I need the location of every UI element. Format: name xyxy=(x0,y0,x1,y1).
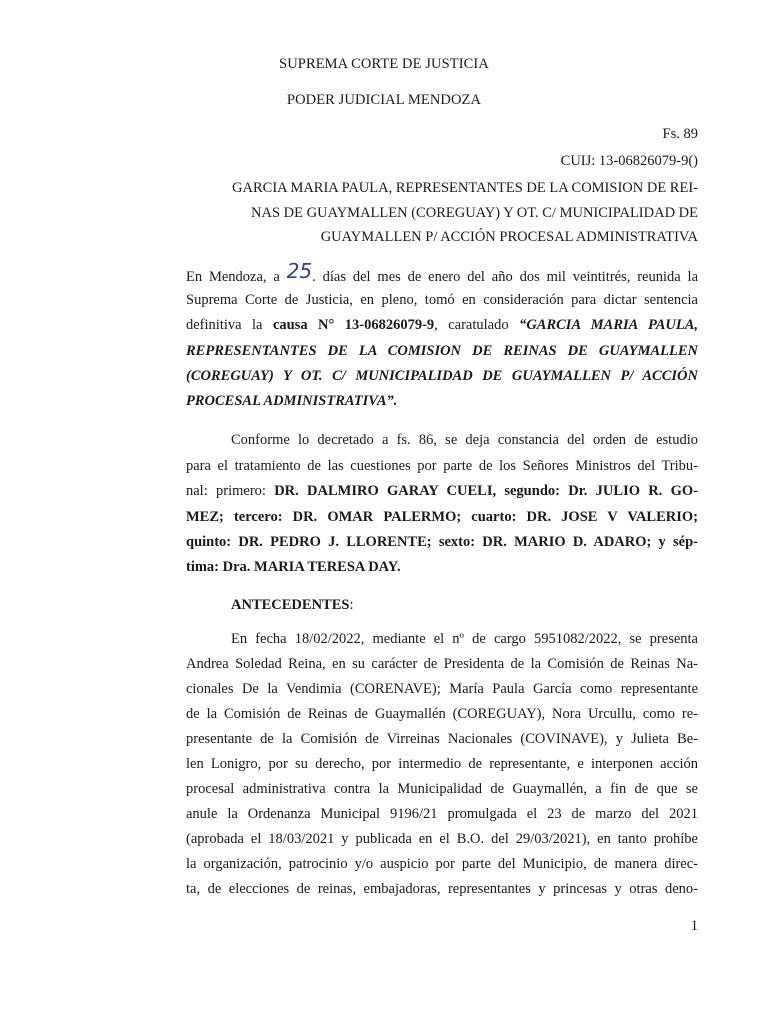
handwritten-day: 25 xyxy=(286,259,313,283)
caption-line: GUAYMALLEN P/ ACCIÓN PROCESAL ADMINISTRATIVA xyxy=(320,229,698,245)
order-line-1: Conforme lo decretado a fs. 86, se deja constancia del orden de estudio xyxy=(231,432,698,448)
judicial-branch: PODER JUDICIAL MENDOZA xyxy=(286,92,482,108)
case-number: causa N° 13-06826079-9 xyxy=(272,317,435,333)
antecedentes-line: anule la Ordenanza Municipal 9196/21 promulgada el 23 de marzo del 2021 xyxy=(186,806,698,822)
cuij-number: CUIJ: 13-06826079-9() xyxy=(560,153,698,169)
order-line-5: quinto: DR. PEDRO J. LLORENTE; sexto: DR. MARIO D. ADARO; y sép- xyxy=(186,534,698,550)
order-line-2: para el tratamiento de las cuestiones por parte de los Señores Ministros del Tribu- xyxy=(186,458,698,474)
intro-line-2: Suprema Corte de Justicia, en pleno, tomó en consideración para dictar sentencia xyxy=(186,292,698,308)
caption-line: NAS DE GUAYMALLEN (COREGUAY) Y OT. C/ MUNICIPALIDAD DE xyxy=(251,204,698,221)
court-name: SUPREMA CORTE DE JUSTICIA xyxy=(279,56,489,72)
antecedentes-line: (aprobada el 18/03/2021 y publicada en el B.O. del 29/03/2021), en tanto prohíbe xyxy=(186,831,698,847)
antecedentes-line: de la Comisión de Reinas de Guaymallén (COREGUAY), Nora Urcullu, como re- xyxy=(186,706,698,722)
antecedentes-line: procesal administrativa contra la Municipalidad de Guaymallén, a fin de que se xyxy=(186,781,698,797)
intro-line-3: definitiva la causa N° 13-06826079-9, caratulado “GARCIA MARIA PAULA, xyxy=(186,317,699,333)
antecedentes-line: presentante de la Comisión de Virreinas Nacionales (COVINAVE), y Julieta Be- xyxy=(186,731,698,747)
order-line-6: tima: Dra. MARIA TERESA DAY. xyxy=(186,559,401,575)
antecedentes-line: Andrea Soledad Reina, en su carácter de Presidenta de la Comisión de Reinas Na- xyxy=(186,656,698,672)
caption-line: GARCIA MARIA PAULA, REPRESENTANTES DE LA COMISION DE REI- xyxy=(232,180,698,196)
antecedentes-line: ta, de elecciones de reinas, embajadoras, representantes y princesas y otras deno- xyxy=(186,881,698,897)
intro-line-5: (COREGUAY) Y OT. C/ MUNICIPALIDAD DE GUAYMALLEN P/ ACCIÓN xyxy=(186,368,698,384)
intro-line-1: En Mendoza, a 25. días del mes de enero del año dos mil veintitrés, reunida la xyxy=(186,259,699,285)
case-caption xyxy=(186,176,698,250)
page-number: 1 xyxy=(690,918,698,934)
antecedentes-line: En fecha 18/02/2022, mediante el nº de cargo 5951082/2022, se presenta xyxy=(231,631,698,647)
antecedentes-line: cionales De la Vendimia (CORENAVE); María Paula García como representante xyxy=(186,681,698,697)
order-line-4: MEZ; tercero: DR. OMAR PALERMO; cuarto: DR. JOSE V VALERIO; xyxy=(186,509,698,525)
antecedentes-line: len Lonigro, por su derecho, por intermedio de representante, e interponen acción xyxy=(186,756,698,772)
antecedentes-heading: ANTECEDENTES: xyxy=(231,597,354,613)
order-line-3: nal: primero: DR. DALMIRO GARAY CUELI, segundo: Dr. JULIO R. GO- xyxy=(186,483,698,499)
intro-line-4: REPRESENTANTES DE LA COMISION DE REINAS DE GUAYMALLEN xyxy=(186,343,698,359)
intro-line-6: PROCESAL ADMINISTRATIVA”. xyxy=(186,393,398,409)
antecedentes-line: la organización, patrocinio y/o auspicio por parte del Municipio, de manera direc- xyxy=(186,856,698,872)
folio-number: Fs. 89 xyxy=(662,126,698,142)
